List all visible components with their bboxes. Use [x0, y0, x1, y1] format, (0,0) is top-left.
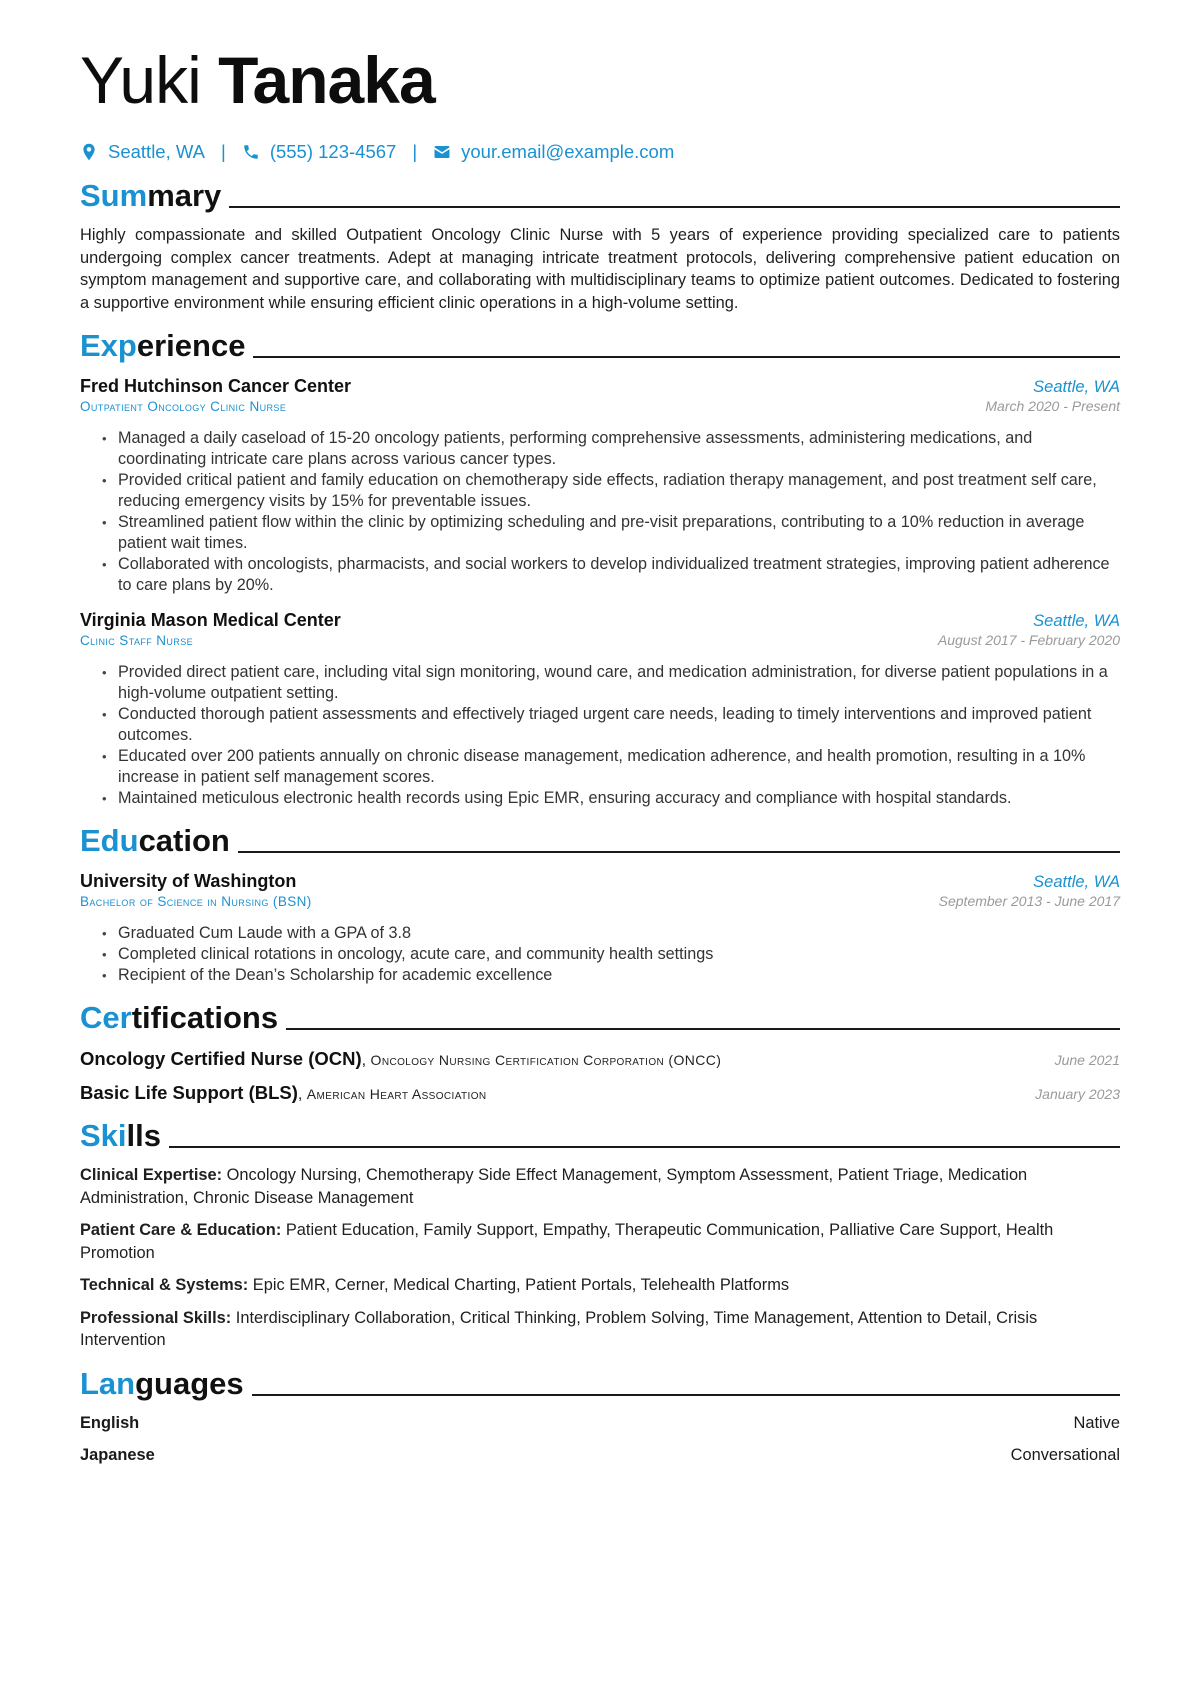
section-title: Summary	[80, 178, 222, 213]
section-title: Experience	[80, 328, 246, 363]
candidate-name	[80, 40, 1120, 120]
bullet-list	[80, 428, 1120, 596]
language-item	[80, 1444, 1120, 1466]
contact-separator: |	[221, 141, 226, 162]
resume-content	[80, 40, 1120, 1466]
section-title: Languages	[80, 1365, 244, 1401]
email-text: your.email@example.com	[461, 141, 675, 162]
bullet-item: • Collaborated with oncologists, pharmacists, and social workers to develop individualized treatment strategies, improving patient adherence to care plans by 20%.	[118, 554, 1120, 596]
contact-separator: |	[412, 141, 418, 162]
bullet-item: • Provided critical patient and family education on chemotherapy side effects, radiation therapy management, and post treatment self care, reducing emergency visits by 15% for preventable issues.	[118, 470, 1120, 512]
skill-group	[80, 1219, 1120, 1264]
job-title: Clinic Staff Nurse	[80, 633, 194, 648]
map-pin-icon	[80, 142, 98, 162]
last-name: Tanaka	[218, 43, 435, 117]
job-location: Seattle, WA	[1033, 612, 1120, 630]
education-dates: September 2013 - June 2017	[938, 893, 1120, 909]
skills-section	[80, 1118, 1120, 1352]
job-title: Outpatient Oncology Clinic Nurse	[80, 399, 287, 414]
school-location: Seattle, WA	[1033, 873, 1120, 891]
phone-text: (555) 123-4567	[269, 141, 397, 162]
skill-group	[80, 1274, 1120, 1297]
phone-icon	[242, 142, 260, 162]
bullet-list	[80, 923, 1120, 986]
skill-label: Clinical Expertise:	[80, 1166, 223, 1184]
degree-title: Bachelor of Science in Nursing (BSN)	[80, 894, 312, 909]
bullet-item: • Provided direct patient care, including vital sign monitoring, wound care, and medication administration, for diverse patient populations in a high-volume outpatient setting.	[118, 662, 1120, 704]
skill-label: Technical & Systems:	[80, 1276, 249, 1294]
skill-group	[80, 1164, 1120, 1209]
bullet-item: • Streamlined patient flow within the clinic by optimizing scheduling and pre-visit preparations, contributing to a 10% reduction in average patient wait times.	[118, 512, 1120, 554]
certifications-section	[80, 1000, 1120, 1104]
language-level: Conversational	[1010, 1445, 1120, 1464]
contact-location	[80, 141, 205, 163]
section-heading	[80, 823, 1120, 859]
job-location: Seattle, WA	[1033, 378, 1120, 396]
skill-label: Professional Skills:	[80, 1308, 232, 1327]
experience-entry	[80, 610, 1120, 809]
employer-name: Virginia Mason Medical Center	[80, 610, 341, 630]
job-dates: March 2020 - Present	[985, 398, 1120, 414]
education-section	[80, 823, 1120, 986]
summary-text: Highly compassionate and skilled Outpatient Oncology Clinic Nurse with 5 years of experience providing specialized care to patients undergoing complex cancer treatments. Adept at managing intricate treatment protocols, delivering comprehensive patient education on symptom management and supportive care, and collaborating with multidisciplinary teams to optimize patient outcomes. Dedicated to fostering a supportive environment while ensuring efficient clinic operations in a high-volume setting.	[80, 226, 1120, 312]
section-rule	[238, 851, 1120, 853]
section-title: Certifications	[80, 1000, 279, 1035]
job-dates: August 2017 - February 2020	[937, 632, 1120, 648]
bullet-item: • Conducted thorough patient assessments and effectively triaged urgent care needs, leading to timely interventions and improved patient outcomes.	[118, 704, 1120, 746]
bullet-item: • Managed a daily caseload of 15-20 oncology patients, performing comprehensive assessments, administering medications, and coordinating intricate care plans across various cancer types.	[118, 428, 1120, 470]
skill-label: Patient Care & Education:	[80, 1221, 282, 1239]
language-item	[80, 1412, 1120, 1434]
education-entry	[80, 871, 1120, 986]
school-name: University of Washington	[80, 871, 297, 891]
certification-issuer: Oncology Nursing Certification Corporation (ONCC)	[370, 1052, 722, 1068]
contact-phone[interactable]	[242, 141, 397, 163]
skill-values: Oncology Nursing, Chemotherapy Side Effect Management, Symptom Assessment, Patient Triage, Medication Administration, Chronic Disease Management	[80, 1166, 1028, 1207]
section-title: Education	[80, 823, 230, 858]
skill-values: Epic EMR, Cerner, Medical Charting, Patient Portals, Telehealth Platforms	[252, 1276, 790, 1294]
section-title: Skills	[80, 1118, 161, 1153]
section-heading	[80, 178, 1120, 214]
experience-entry	[80, 376, 1120, 596]
contact-email[interactable]	[433, 141, 674, 163]
bullet-item: • Graduated Cum Laude with a GPA of 3.8	[118, 923, 1120, 944]
certification-item: Oncology Certified Nurse (OCN), Oncology Nursing Certification Corporation (ONCC) June 2021	[80, 1048, 1120, 1069]
certification-name: Oncology Certified Nurse (OCN)	[80, 1048, 362, 1069]
section-rule	[252, 1394, 1120, 1396]
bullet-item: • Completed clinical rotations in oncology, acute care, and community health settings	[118, 944, 1120, 965]
envelope-icon	[433, 142, 451, 162]
bullet-list	[80, 662, 1120, 809]
employer-name: Fred Hutchinson Cancer Center	[80, 376, 352, 396]
certification-date: June 2021	[1054, 1052, 1120, 1068]
section-heading	[80, 1366, 1120, 1402]
bullet-item: • Maintained meticulous electronic health records using Epic EMR, ensuring accuracy and compliance with hospital standards.	[118, 788, 1120, 809]
certification-name: Basic Life Support (BLS)	[80, 1082, 298, 1103]
certification-issuer: American Heart Association	[306, 1086, 487, 1102]
section-heading	[80, 328, 1120, 364]
section-rule	[253, 356, 1120, 358]
experience-section	[80, 328, 1120, 809]
language-level: Native	[1073, 1413, 1120, 1432]
language-name: English	[80, 1413, 140, 1432]
language-name: Japanese	[80, 1445, 155, 1464]
first-name: Yuki	[80, 43, 201, 117]
languages-section	[80, 1366, 1120, 1466]
certification-item: Basic Life Support (BLS), American Heart Association January 2023	[80, 1082, 1120, 1103]
section-rule	[286, 1028, 1120, 1030]
skill-values: Patient Education, Family Support, Empathy, Therapeutic Communication, Palliative Care Support, Health Promotion	[80, 1221, 1054, 1262]
section-rule	[169, 1146, 1120, 1148]
section-heading	[80, 1118, 1120, 1154]
bullet-item: • Recipient of the Dean’s Scholarship for academic excellence	[118, 965, 1120, 986]
skill-values: Interdisciplinary Collaboration, Critical Thinking, Problem Solving, Time Management, Attention to Detail, Crisis Intervention	[80, 1308, 1038, 1349]
contact-bar	[80, 140, 1120, 164]
location-text: Seattle, WA	[108, 141, 205, 162]
section-heading	[80, 1000, 1120, 1036]
summary-section	[80, 178, 1120, 314]
certification-date: January 2023	[1035, 1086, 1120, 1102]
bullet-item: • Educated over 200 patients annually on chronic disease management, medication adherence, and health promotion, resulting in a 10% increase in patient self management scores.	[118, 746, 1120, 788]
section-rule	[229, 206, 1120, 208]
skill-group	[80, 1307, 1120, 1352]
